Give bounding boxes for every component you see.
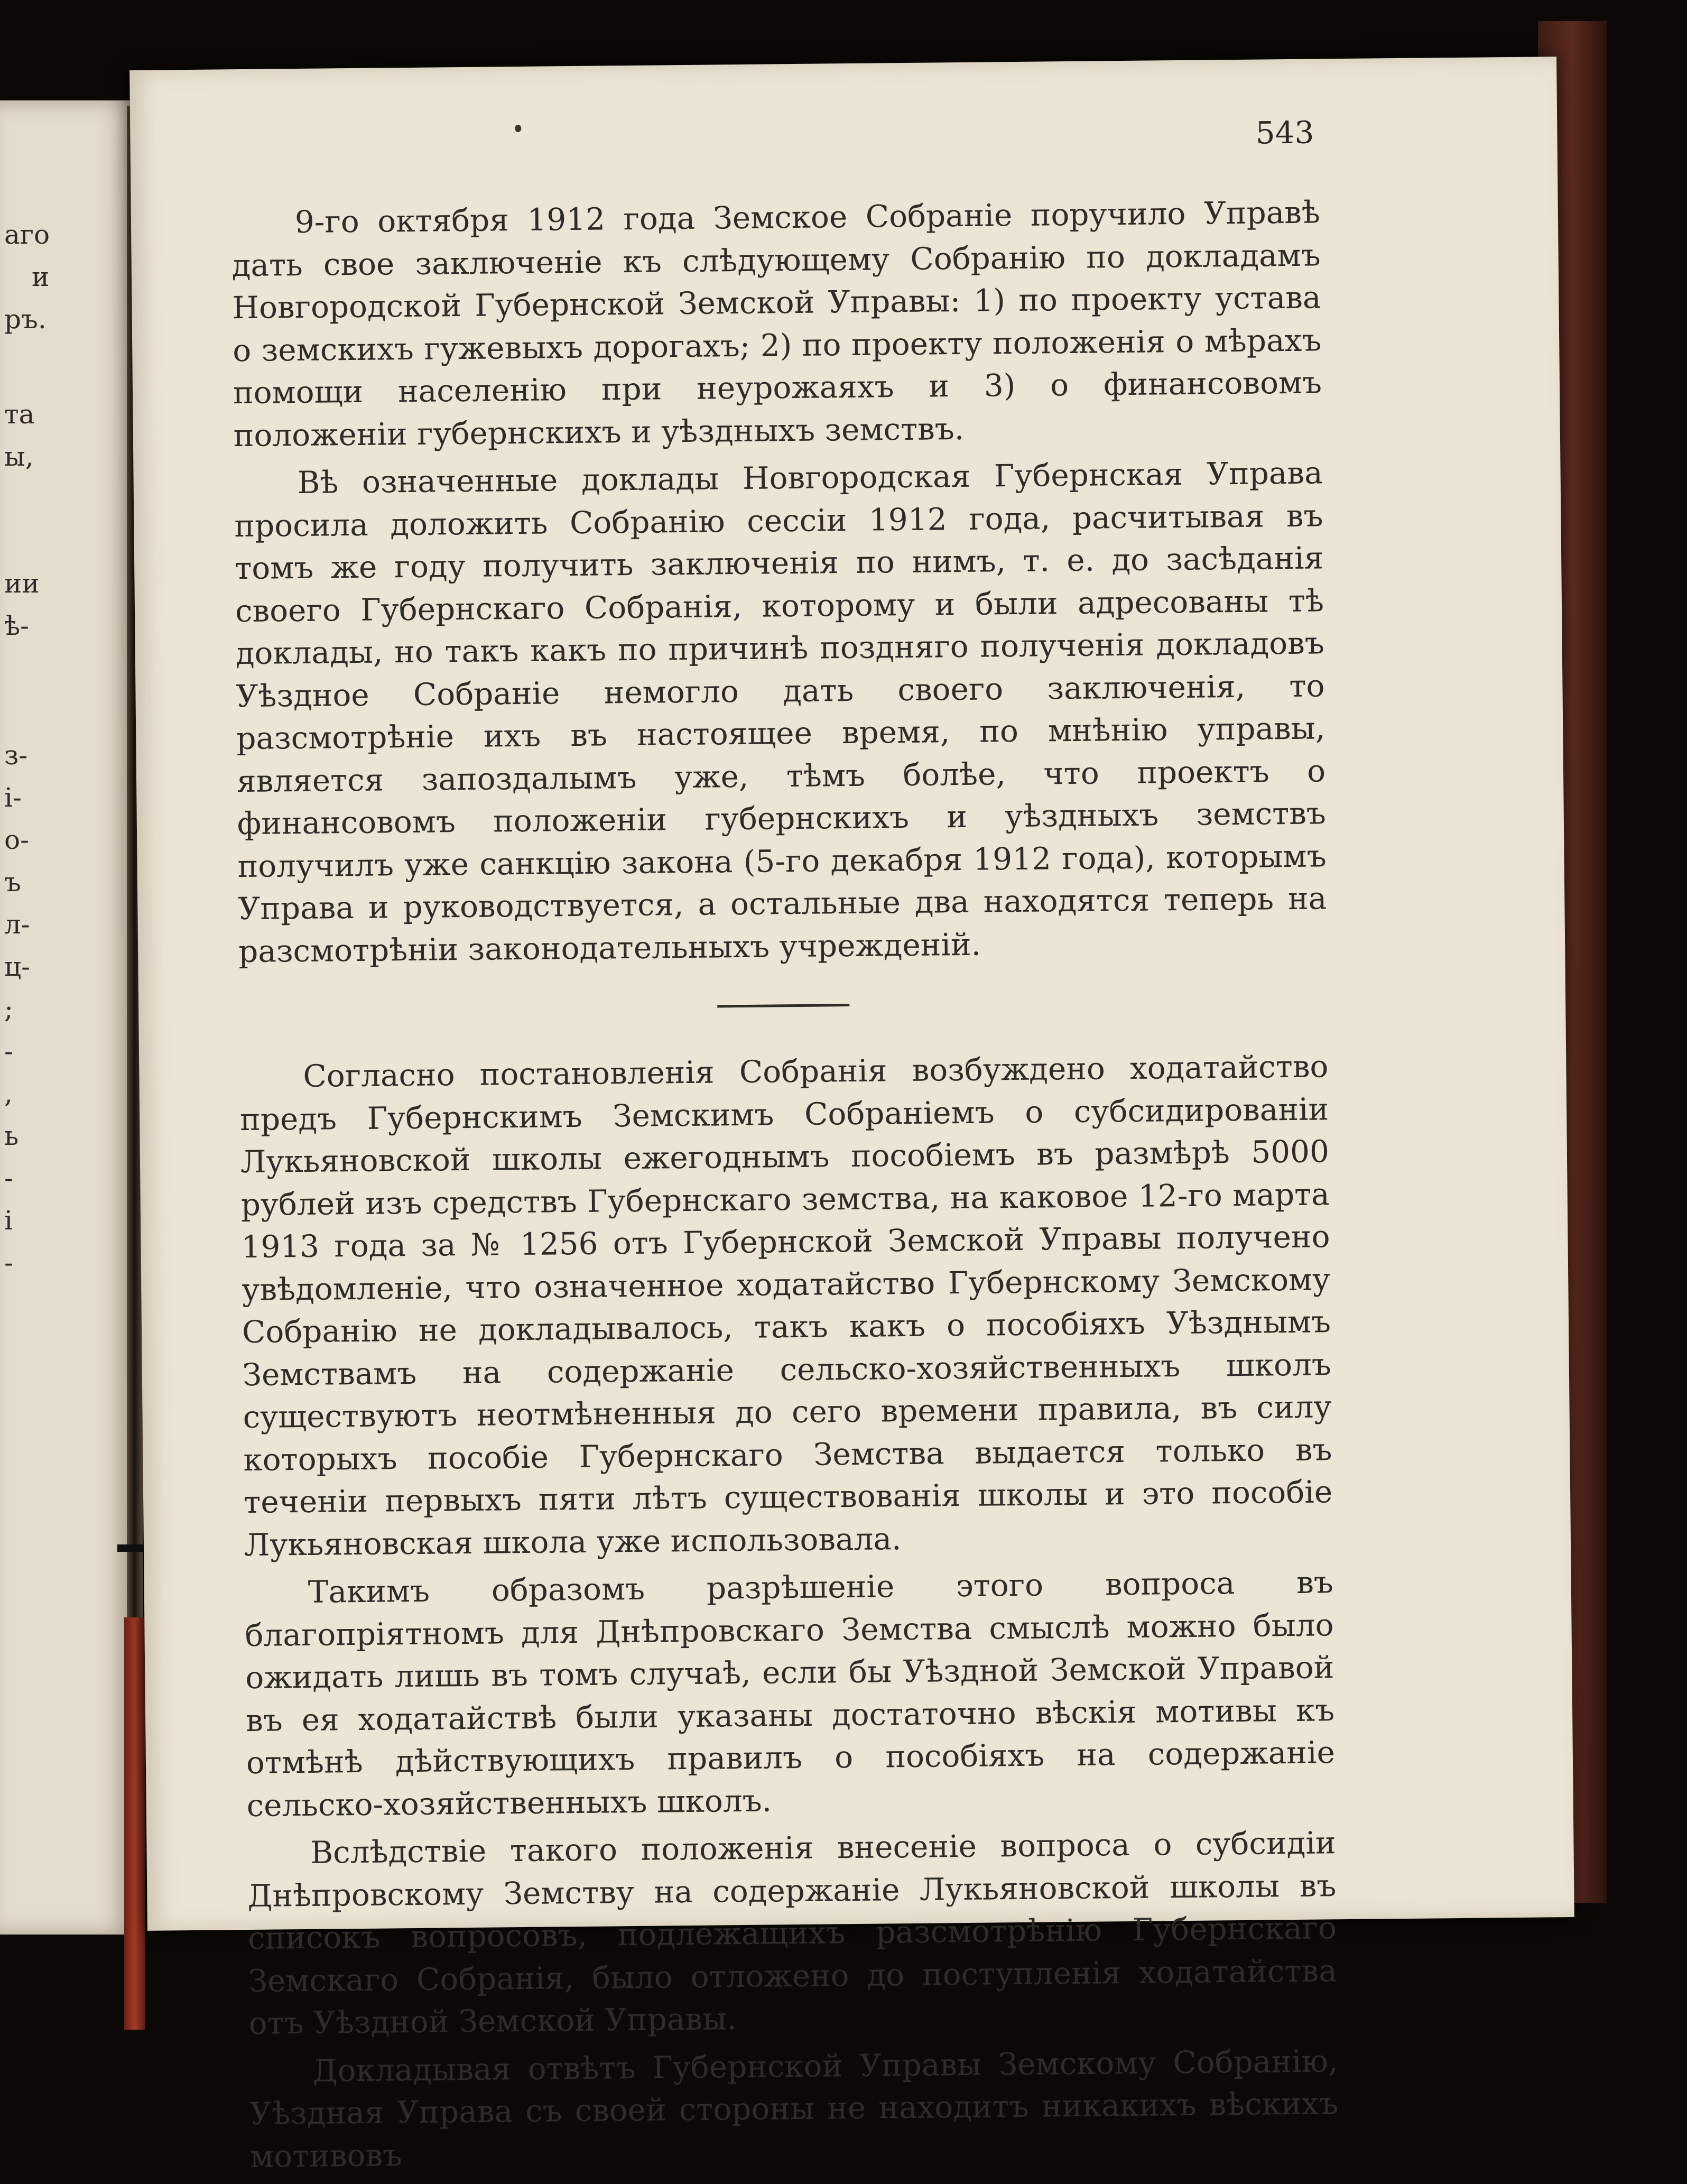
left-page-fragment: ѣ- bbox=[4, 610, 30, 641]
left-page-fragment: i- bbox=[4, 782, 22, 813]
ink-spot bbox=[515, 125, 521, 132]
bookmark-ribbon bbox=[124, 1617, 145, 2030]
left-page-fragment: о- bbox=[4, 825, 29, 855]
paragraph: Вѣ означенные доклады Новгородская Губернская Управа просила доложить Собранію сессіи 1912 года, расчитывая въ томъ же году получить заключенія по нимъ, т. е. до засѣданія своего Губернскаго Собранія, которому и были адресованы тѣ доклады, но такъ какъ по причинѣ поздняго полученія докладовъ Уѣздное Собраніе немогло дать своего заключенія, то разсмотрѣніе ихъ въ настоящее время, по мнѣнію управы, является запоздалымъ уже, тѣмъ болѣе, что проектъ о финансовомъ положеніи губернскихъ и уѣздныхъ земствъ получилъ уже санкцію закона (5-го декабря 1912 года), которымъ Управа и руководствуется, а остальные два находятся теперь на разсмотрѣніи законодательныхъ учрежденій. bbox=[234, 455, 1327, 969]
left-page-fragment: і bbox=[4, 1205, 13, 1236]
paragraph: Вслѣдствіе такого положенія внесеніе вопроса о субсидіи Днѣпровскому Земству на содержаніе Лукьяновской школы въ списокъ вопросовъ, подлежащихъ разсмотрѣнію Губернскаго Земскаго Собранія, было отложено до поступленія ходатайства отъ Уѣздной Земской Управы. bbox=[247, 1825, 1338, 2042]
body-text bbox=[231, 191, 1339, 2183]
left-page-fragment: ц- bbox=[4, 951, 31, 982]
right-page bbox=[129, 57, 1574, 2174]
paragraph: Такимъ образомъ разрѣшеніе этого вопроса въ благопріятномъ для Днѣпровскаго Земства смыслѣ можно было ожидать лишь въ томъ случаѣ, если бы Уѣздной Земской Управой въ ея ходатайствѣ были указаны достаточно вѣскія мотивы къ отмѣнѣ дѣйствующихъ правилъ о пособіяхъ на содержаніе сельско-хозяйственныхъ школъ. bbox=[245, 1564, 1336, 1824]
left-page-fragment: ии bbox=[4, 568, 40, 599]
left-page-fragment: - bbox=[4, 1036, 13, 1067]
page-number: 543 bbox=[1255, 114, 1314, 151]
paragraph: Согласно постановленія Собранія возбуждено ходатайство предъ Губернскимъ Земскимъ Собраніемъ о субсидированіи Лукьяновской школы ежегоднымъ пособіемъ въ размѣрѣ 5000 рублей изъ средствъ Губернскаго земства, на каковое 12-го марта 1913 года за № 1256 отъ Губернской Земской Управы получено увѣдомленіе, что означенное ходатайство Губернскому Земскому Собранію не докладывалось, такъ какъ о пособіяхъ Уѣзднымъ Земствамъ на содержаніе сельско-хозяйственныхъ школъ существуютъ неотмѣненныя до сего времени правила, въ силу которыхъ пособіе Губернскаго Земства выдается только въ теченіи первыхъ пяти лѣтъ существованія школы и это пособіе Лукьяновская школа уже использовала. bbox=[239, 1048, 1333, 1563]
left-page-fragment: и bbox=[32, 262, 50, 292]
left-page-fragment: ; bbox=[4, 994, 13, 1024]
paragraph: Докладывая отвѣтъ Губернской Управы Земскому Собранію, Уѣздная Управа съ своей стороны не находитъ никакихъ вѣскихъ мотивовъ bbox=[249, 2042, 1339, 2174]
left-page-fragment: , bbox=[4, 1078, 13, 1109]
left-page-fragment: ы, bbox=[4, 441, 34, 472]
left-facing-page bbox=[0, 100, 132, 1935]
left-page-fragment: та bbox=[4, 399, 35, 430]
left-page-fragment: - bbox=[4, 1163, 13, 1193]
left-page-fragment: ь bbox=[4, 1121, 19, 1151]
paragraph: 9-го октября 1912 года Земское Собраніе поручило Управѣ дать свое заключеніе къ слѣдующему Собранію по докладамъ Новгородской Губернской Земской Управы: 1) по проекту устава о земскихъ гужевыхъ дорогахъ; 2) по проекту положенія о мѣрахъ помощи населенію при неурожаяхъ и 3) о финансовомъ положеніи губернскихъ и уѣздныхъ земствъ. bbox=[231, 194, 1322, 454]
left-page-fragment: л- bbox=[4, 909, 30, 940]
left-page-fragment: ъ bbox=[4, 867, 21, 897]
left-page-fragment: з- bbox=[4, 740, 28, 771]
left-page-fragment: аго bbox=[4, 219, 50, 250]
left-page-fragment: ръ. bbox=[4, 304, 47, 335]
section-divider bbox=[717, 1004, 849, 1007]
left-page-fragment: - bbox=[4, 1247, 13, 1278]
